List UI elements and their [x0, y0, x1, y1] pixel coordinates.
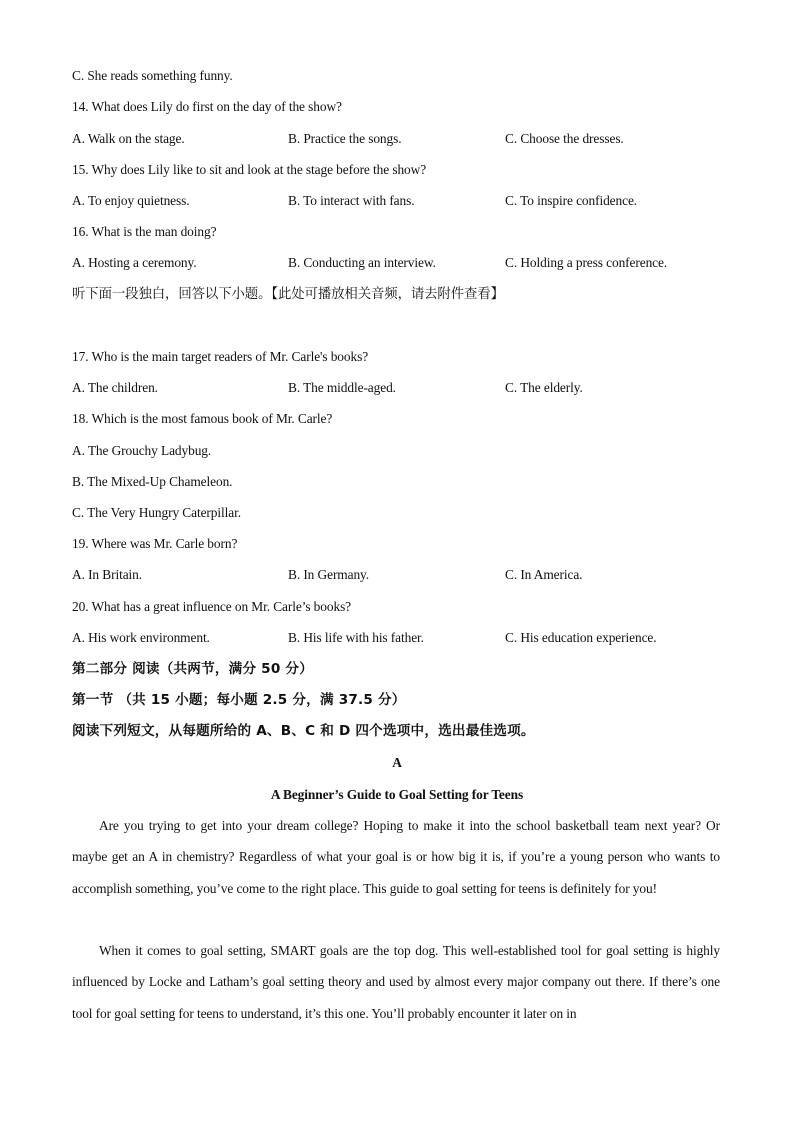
q15-option-b: B. To interact with fans. — [288, 193, 415, 208]
q15-option-c: C. To inspire confidence. — [505, 193, 638, 208]
q19-option-b: B. In Germany. — [288, 567, 370, 582]
q14-stem: 14. What does Lily do first on the day of the show? — [72, 99, 342, 114]
q18-option-c: C. The Very Hungry Caterpillar. — [72, 505, 241, 520]
reading-section-title: 第一节 （共 15 小题；每小题 2.5 分，满 37.5 分） — [72, 692, 406, 708]
q16-option-a: A. Hosting a ceremony. — [72, 255, 197, 270]
q20-option-a: A. His work environment. — [72, 630, 210, 645]
q18-stem: 18. Which is the most famous book of Mr. Carle? — [72, 411, 333, 426]
reading-instruction: 阅读下列短文，从每题所给的 A、B、C 和 D 四个选项中，选出最佳选项。 — [72, 723, 535, 739]
q14-option-a: A. Walk on the stage. — [72, 131, 185, 146]
q17-option-a: A. The children. — [72, 380, 158, 395]
q20-stem: 20. What has a great influence on Mr. Carle’s books? — [72, 599, 352, 614]
q15-stem: 15. Why does Lily like to sit and look at the stage before the show? — [72, 162, 427, 177]
q17-option-c: C. The elderly. — [505, 380, 583, 395]
passage-paragraph-1: Are you trying to get into your dream college? Hoping to make it into the school basketball team next year? Or maybe get an A in chemistry? Regardless of what your goal is or how big it is, if you’re a young person who wants to accomplish something, you’ve come to the right place. This guide to goal setting for teens is definitely for you! — [72, 818, 720, 896]
q13-option-c: C. She reads something funny. — [72, 68, 233, 83]
q17-stem: 17. Who is the main target readers of Mr. Carle's books? — [72, 349, 369, 364]
q16-stem: 16. What is the man doing? — [72, 224, 217, 239]
monologue-instruction: 听下面一段独白，回答以下小题。【此处可播放相关音频，请去附件查看】 — [72, 287, 504, 302]
q14-option-c: C. Choose the dresses. — [505, 131, 624, 146]
passage-title: A Beginner’s Guide to Goal Setting for Teens — [270, 787, 524, 802]
q16-option-b: B. Conducting an interview. — [288, 255, 436, 270]
passage-paragraph-2: When it comes to goal setting, SMART goals are the top dog. This well-established tool for goal setting is highly influenced by Locke and Latham’s goal setting theory and used by almost every major company out there. If there’s one tool for goal setting for teens to understand, it’s this one. You’ll probably encounter it later on in — [72, 943, 720, 1021]
q17-option-b: B. The middle-aged. — [288, 380, 396, 395]
q20-option-b: B. His life with his father. — [288, 630, 424, 645]
q19-option-c: C. In America. — [505, 567, 583, 582]
q18-option-a: A. The Grouchy Ladybug. — [72, 443, 212, 458]
q20-option-c: C. His education experience. — [505, 630, 657, 645]
q15-option-a: A. To enjoy quietness. — [72, 193, 190, 208]
q14-option-b: B. Practice the songs. — [288, 131, 402, 146]
q19-stem: 19. Where was Mr. Carle born? — [72, 536, 238, 551]
passage-letter: A — [392, 755, 402, 770]
reading-part-title: 第二部分 阅读（共两节，满分 50 分） — [72, 661, 314, 677]
q18-option-b: B. The Mixed-Up Chameleon. — [72, 474, 233, 489]
q19-option-a: A. In Britain. — [72, 567, 143, 582]
q16-option-c: C. Holding a press conference. — [505, 255, 668, 270]
